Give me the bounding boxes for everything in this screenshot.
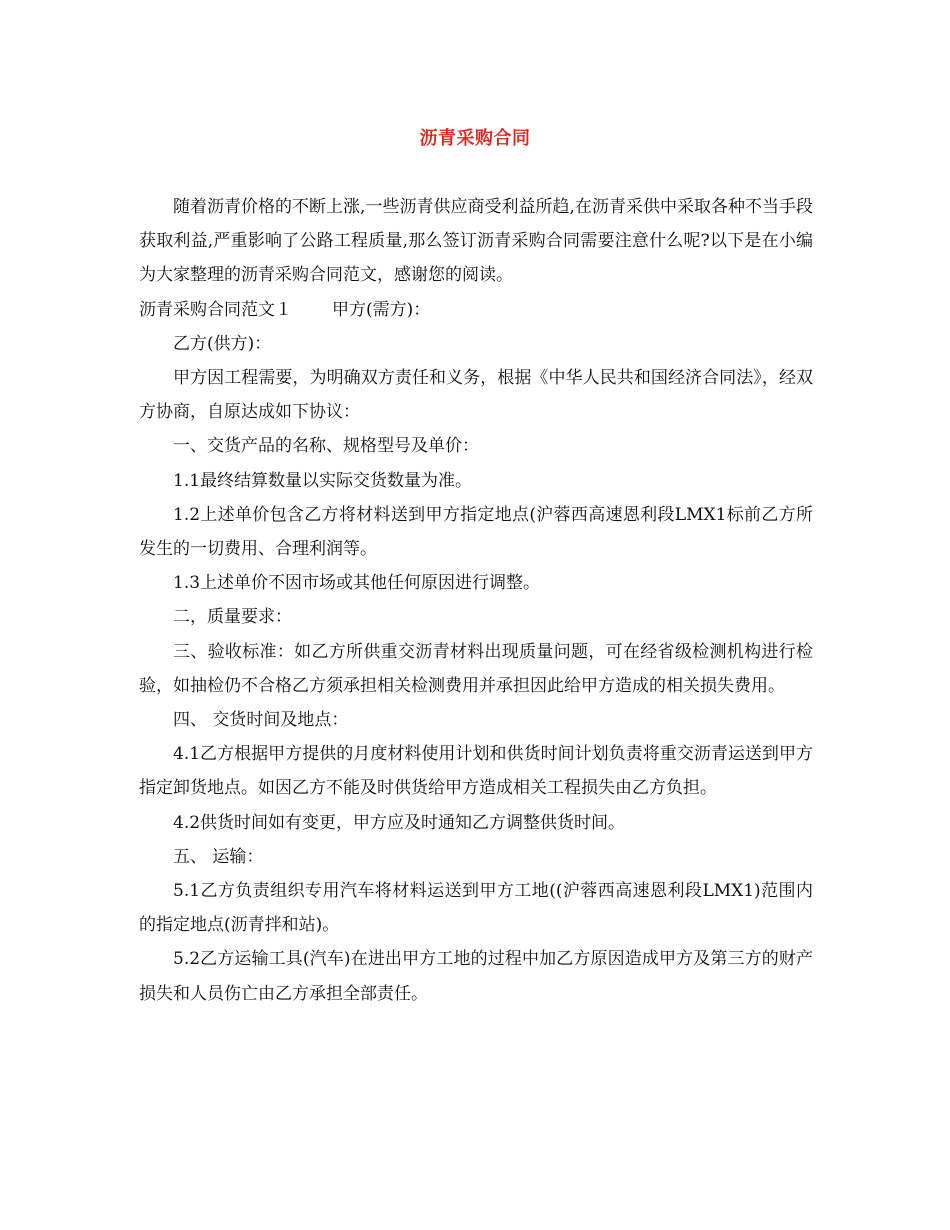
item-4-1: 4.1乙方根据甲方提供的月度材料使用计划和供货时间计划负责将重交沥青运送到甲方指定卸货地点。如因乙方不能及时供货给甲方造成相关工程损失由乙方负担。: [139, 744, 813, 799]
intro-paragraph: 随着沥青价格的不断上涨,一些沥青供应商受利益所趋,在沥青采供中采取各种不当手段获取利益,严重影响了公路工程质量,那么签订沥青采购合同需要注意什么呢?以下是在小编为大家整理的沥青采购合同范文，感谢您的阅读。: [139, 197, 813, 286]
item-1-1: 1.1最终结算数量以实际交货数量为准。: [173, 470, 473, 491]
document-title: 沥青采购合同: [419, 128, 531, 149]
section-5-title: 五、 运输：: [173, 846, 264, 867]
section-4-title: 四、 交货时间及地点：: [173, 710, 349, 731]
item-5-1: 5.1乙方负责组织专用汽车将材料运送到甲方工地((沪蓉西高速恩利段LMX1)范围内的指定地点(沥青拌和站)。: [139, 881, 813, 936]
section-1-title: 一、交货产品的名称、规格型号及单价：: [173, 436, 479, 457]
party-a-label: 甲方(需方)：: [332, 299, 431, 320]
document-body: [139, 190, 813, 1011]
sample-heading-line: [139, 293, 813, 327]
section-2-title: 二，质量要求：: [173, 607, 292, 628]
preamble-paragraph: 甲方因工程需要，为明确双方责任和义务，根据《中华人民共和国经济合同法》，经双方协商，自原达成如下协议：: [139, 368, 813, 423]
party-b-label: 乙方(供方)：: [173, 333, 272, 354]
item-5-2: 5.2乙方运输工具(汽车)在进出甲方工地的过程中加乙方原因造成甲方及第三方的财产损失和人员伤亡由乙方承担全部责任。: [139, 949, 813, 1004]
sample-heading: 沥青采购合同范文１: [139, 299, 292, 320]
section-3-paragraph: 三、验收标准：如乙方所供重交沥青材料出现质量问题，可在经省级检测机构进行检验，如抽检仍不合格乙方须承担相关检测费用并承担因此给甲方造成的相关损失费用。: [139, 641, 813, 696]
item-1-3: 1.3上述单价不因市场或其他任何原因进行调整。: [173, 573, 541, 594]
item-4-2: 4.2供货时间如有变更，甲方应及时通知乙方调整供货时间。: [173, 812, 626, 833]
item-1-2: 1.2上述单价包含乙方将材料送到甲方指定地点(沪蓉西高速恩利段LMX1标前乙方所发生的一切费用、合理利润等。: [139, 504, 813, 560]
